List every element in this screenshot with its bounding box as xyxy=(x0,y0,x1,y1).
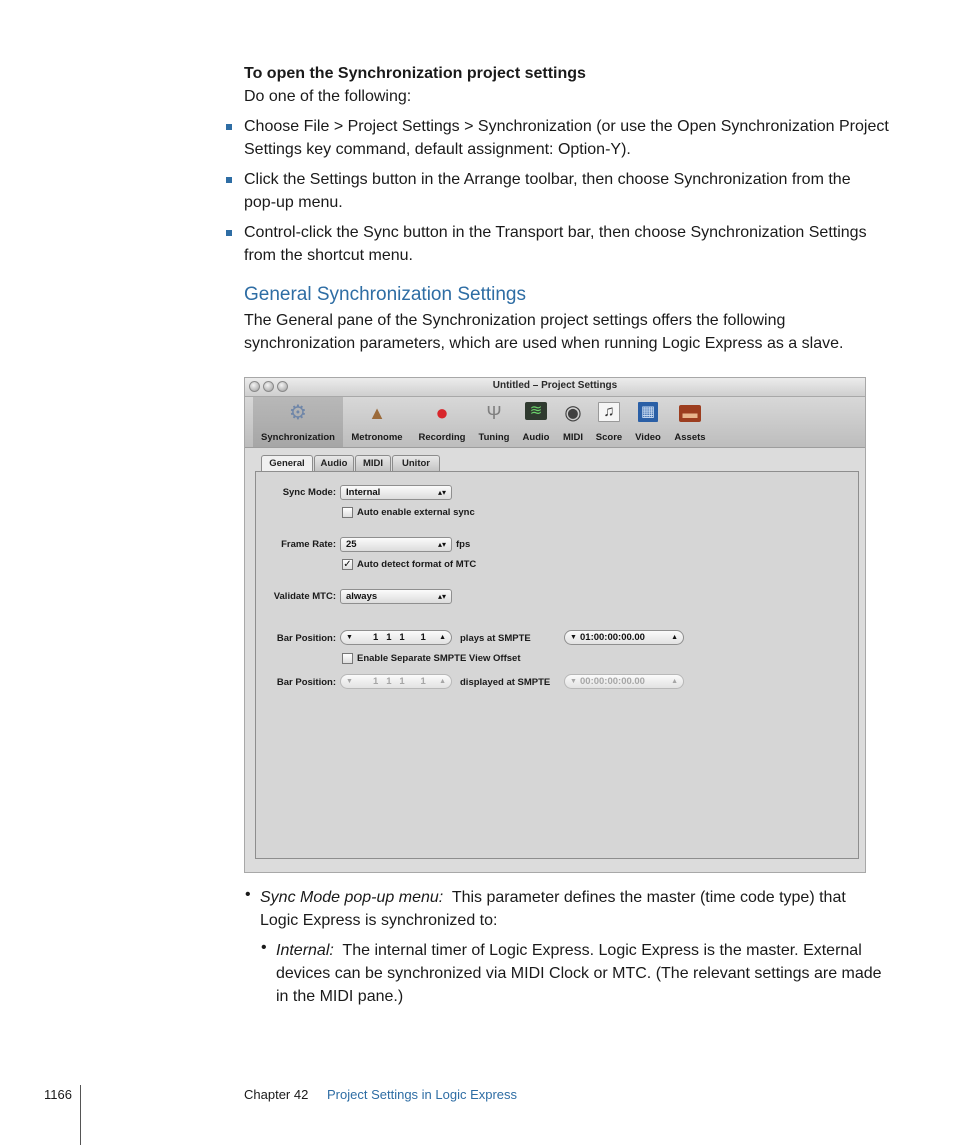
sync-mode-label: Sync Mode: xyxy=(282,487,336,498)
displayed-at-smpte-label: displayed at SMPTE xyxy=(460,677,551,688)
decrement-arrow-icon[interactable]: ▼ xyxy=(570,634,577,641)
toolbar-tuning-button[interactable] xyxy=(473,397,515,447)
increment-arrow-icon[interactable]: ▲ xyxy=(671,634,678,641)
smpte-position-field[interactable] xyxy=(564,630,684,645)
toolbar-label: Video xyxy=(635,432,661,443)
tab-midi[interactable]: MIDI xyxy=(355,455,391,471)
validate-mtc-value: always xyxy=(346,591,378,602)
toolbar-label: Recording xyxy=(418,432,466,443)
toolbar-label: Score xyxy=(595,432,623,443)
intro-text: Do one of the following: xyxy=(244,88,412,105)
toolbar-midi-button[interactable] xyxy=(557,397,589,447)
gears-icon: ⚙ xyxy=(289,402,307,424)
auto-enable-sync-label: Auto enable external sync xyxy=(357,507,475,518)
metronome-icon: ▲ xyxy=(368,403,386,423)
general-pane xyxy=(255,471,859,859)
project-settings-window xyxy=(244,377,866,873)
smpte-position-value: 01:00:00:00.00 xyxy=(580,632,645,643)
toolbar-recording-button[interactable] xyxy=(411,397,473,447)
checkmark-icon: ✓ xyxy=(343,559,352,570)
score-notes-icon: ♫ xyxy=(598,402,620,422)
toolbar-video-button[interactable] xyxy=(629,397,667,447)
toolbar-metronome-button[interactable] xyxy=(345,397,409,447)
audio-waveform-icon: ≋ xyxy=(525,402,547,420)
tuning-fork-icon: Ψ xyxy=(486,403,502,423)
square-bullet-icon xyxy=(226,230,232,236)
toolbar-synchronization-button[interactable] xyxy=(253,397,343,447)
window-titlebar xyxy=(245,378,865,397)
tab-audio[interactable]: Audio xyxy=(314,455,354,471)
decrement-arrow-icon[interactable]: ▼ xyxy=(570,678,577,685)
sync-mode-definition-line-1 xyxy=(260,886,846,909)
sync-mode-value: Internal xyxy=(346,487,381,498)
settings-toolbar xyxy=(245,397,865,448)
decrement-arrow-icon[interactable]: ▼ xyxy=(346,678,353,685)
bullet-1-line-2: Settings key command, default assignment: Option-Y). xyxy=(244,141,631,158)
auto-detect-mtc-label: Auto detect format of MTC xyxy=(357,559,477,570)
toolbar-label: Assets xyxy=(674,432,706,443)
toolbar-label: Tuning xyxy=(478,432,510,443)
bullet-1-line-1: Choose File > Project Settings > Synchronization (or use the Open Synchronization Project xyxy=(244,118,889,135)
auto-enable-sync-checkbox[interactable] xyxy=(342,507,353,518)
toolbar-score-button[interactable] xyxy=(591,397,627,447)
bar-position-display-value: 1 1 1 1 xyxy=(373,676,426,687)
bar-position-value: 1 1 1 1 xyxy=(373,632,426,643)
window-title: Untitled – Project Settings xyxy=(492,380,618,391)
plays-at-smpte-label: plays at SMPTE xyxy=(460,633,531,644)
frame-rate-value: 25 xyxy=(346,539,357,550)
smpte-display-value: 00:00:00:00.00 xyxy=(580,676,645,687)
section-paragraph-line-1: The General pane of the Synchronization project settings offers the following xyxy=(244,312,786,329)
toolbar-label: Synchronization xyxy=(261,432,335,443)
internal-definition-line-2: devices can be synchronized via MIDI Clock or MTC. (The relevant settings are made xyxy=(276,965,882,982)
bar-position-display-field[interactable] xyxy=(340,674,452,689)
sync-mode-popup[interactable] xyxy=(340,485,452,500)
square-bullet-icon xyxy=(226,124,232,130)
increment-arrow-icon[interactable]: ▲ xyxy=(439,678,446,685)
validate-mtc-popup[interactable] xyxy=(340,589,452,604)
smpte-display-field[interactable] xyxy=(564,674,684,689)
toolbar-assets-button[interactable] xyxy=(669,397,711,447)
chapter-label: Chapter 42 xyxy=(244,1087,309,1102)
footer-divider xyxy=(80,1085,81,1145)
frame-rate-popup[interactable] xyxy=(340,537,452,552)
toolbar-label: Metronome xyxy=(351,432,403,443)
internal-definition-line-1 xyxy=(276,939,862,962)
bullet-2-line-1: Click the Settings button in the Arrange toolbar, then choose Synchronization from the xyxy=(244,171,851,188)
increment-arrow-icon[interactable]: ▲ xyxy=(671,678,678,685)
section-title: General Synchronization Settings xyxy=(244,284,526,305)
procedure-heading: To open the Synchronization project settings xyxy=(244,65,586,82)
square-bullet-icon xyxy=(226,177,232,183)
internal-definition-line-3: in the MIDI pane.) xyxy=(276,988,404,1005)
popup-arrows-icon: ▴▾ xyxy=(437,540,446,549)
bullet-3-line-1: Control-click the Sync button in the Transport bar, then choose Synchronization Settings xyxy=(244,224,867,241)
increment-arrow-icon[interactable]: ▲ xyxy=(439,634,446,641)
briefcase-icon: ▬ xyxy=(679,405,701,422)
section-paragraph-line-2: synchronization parameters, which are used when running Logic Express as a slave. xyxy=(244,335,844,352)
popup-arrows-icon: ▴▾ xyxy=(437,592,446,601)
frame-rate-label: Frame Rate: xyxy=(281,539,336,550)
internal-term: Internal: xyxy=(276,942,334,959)
toolbar-label: Audio xyxy=(522,432,550,443)
bar-position-display-label: Bar Position: xyxy=(276,677,336,688)
validate-mtc-label: Validate MTC: xyxy=(273,591,336,602)
internal-description: The internal timer of Logic Express. Logic Express is the master. External xyxy=(342,942,862,959)
tab-unitor[interactable]: Unitor xyxy=(392,455,440,471)
bar-position-label: Bar Position: xyxy=(276,633,336,644)
sync-mode-description: This parameter defines the master (time code type) that xyxy=(451,889,846,906)
record-icon: ● xyxy=(435,400,449,425)
midi-port-icon: ◉ xyxy=(564,402,582,424)
enable-smpte-offset-checkbox[interactable] xyxy=(342,653,353,664)
toolbar-audio-button[interactable] xyxy=(517,397,555,447)
bullet-icon: • xyxy=(245,886,251,903)
enable-smpte-offset-label: Enable Separate SMPTE View Offset xyxy=(357,653,521,664)
decrement-arrow-icon[interactable]: ▼ xyxy=(346,634,353,641)
page-number: 1166 xyxy=(44,1087,72,1102)
bullet-3-line-2: from the shortcut menu. xyxy=(244,247,413,264)
chapter-title: Project Settings in Logic Express xyxy=(327,1087,518,1102)
toolbar-label: MIDI xyxy=(562,432,584,443)
auto-detect-mtc-checkbox[interactable] xyxy=(342,559,353,570)
bullet-2-line-2: pop-up menu. xyxy=(244,194,343,211)
sync-mode-definition-line-2: Logic Express is synchronized to: xyxy=(260,912,498,929)
popup-arrows-icon: ▴▾ xyxy=(437,488,446,497)
bar-position-field[interactable] xyxy=(340,630,452,645)
sync-mode-term: Sync Mode pop-up menu: xyxy=(260,889,444,906)
fps-label: fps xyxy=(456,539,471,550)
film-strip-icon: ▦ xyxy=(638,402,658,422)
tab-general[interactable]: General xyxy=(261,455,313,471)
bullet-icon: • xyxy=(261,939,267,956)
